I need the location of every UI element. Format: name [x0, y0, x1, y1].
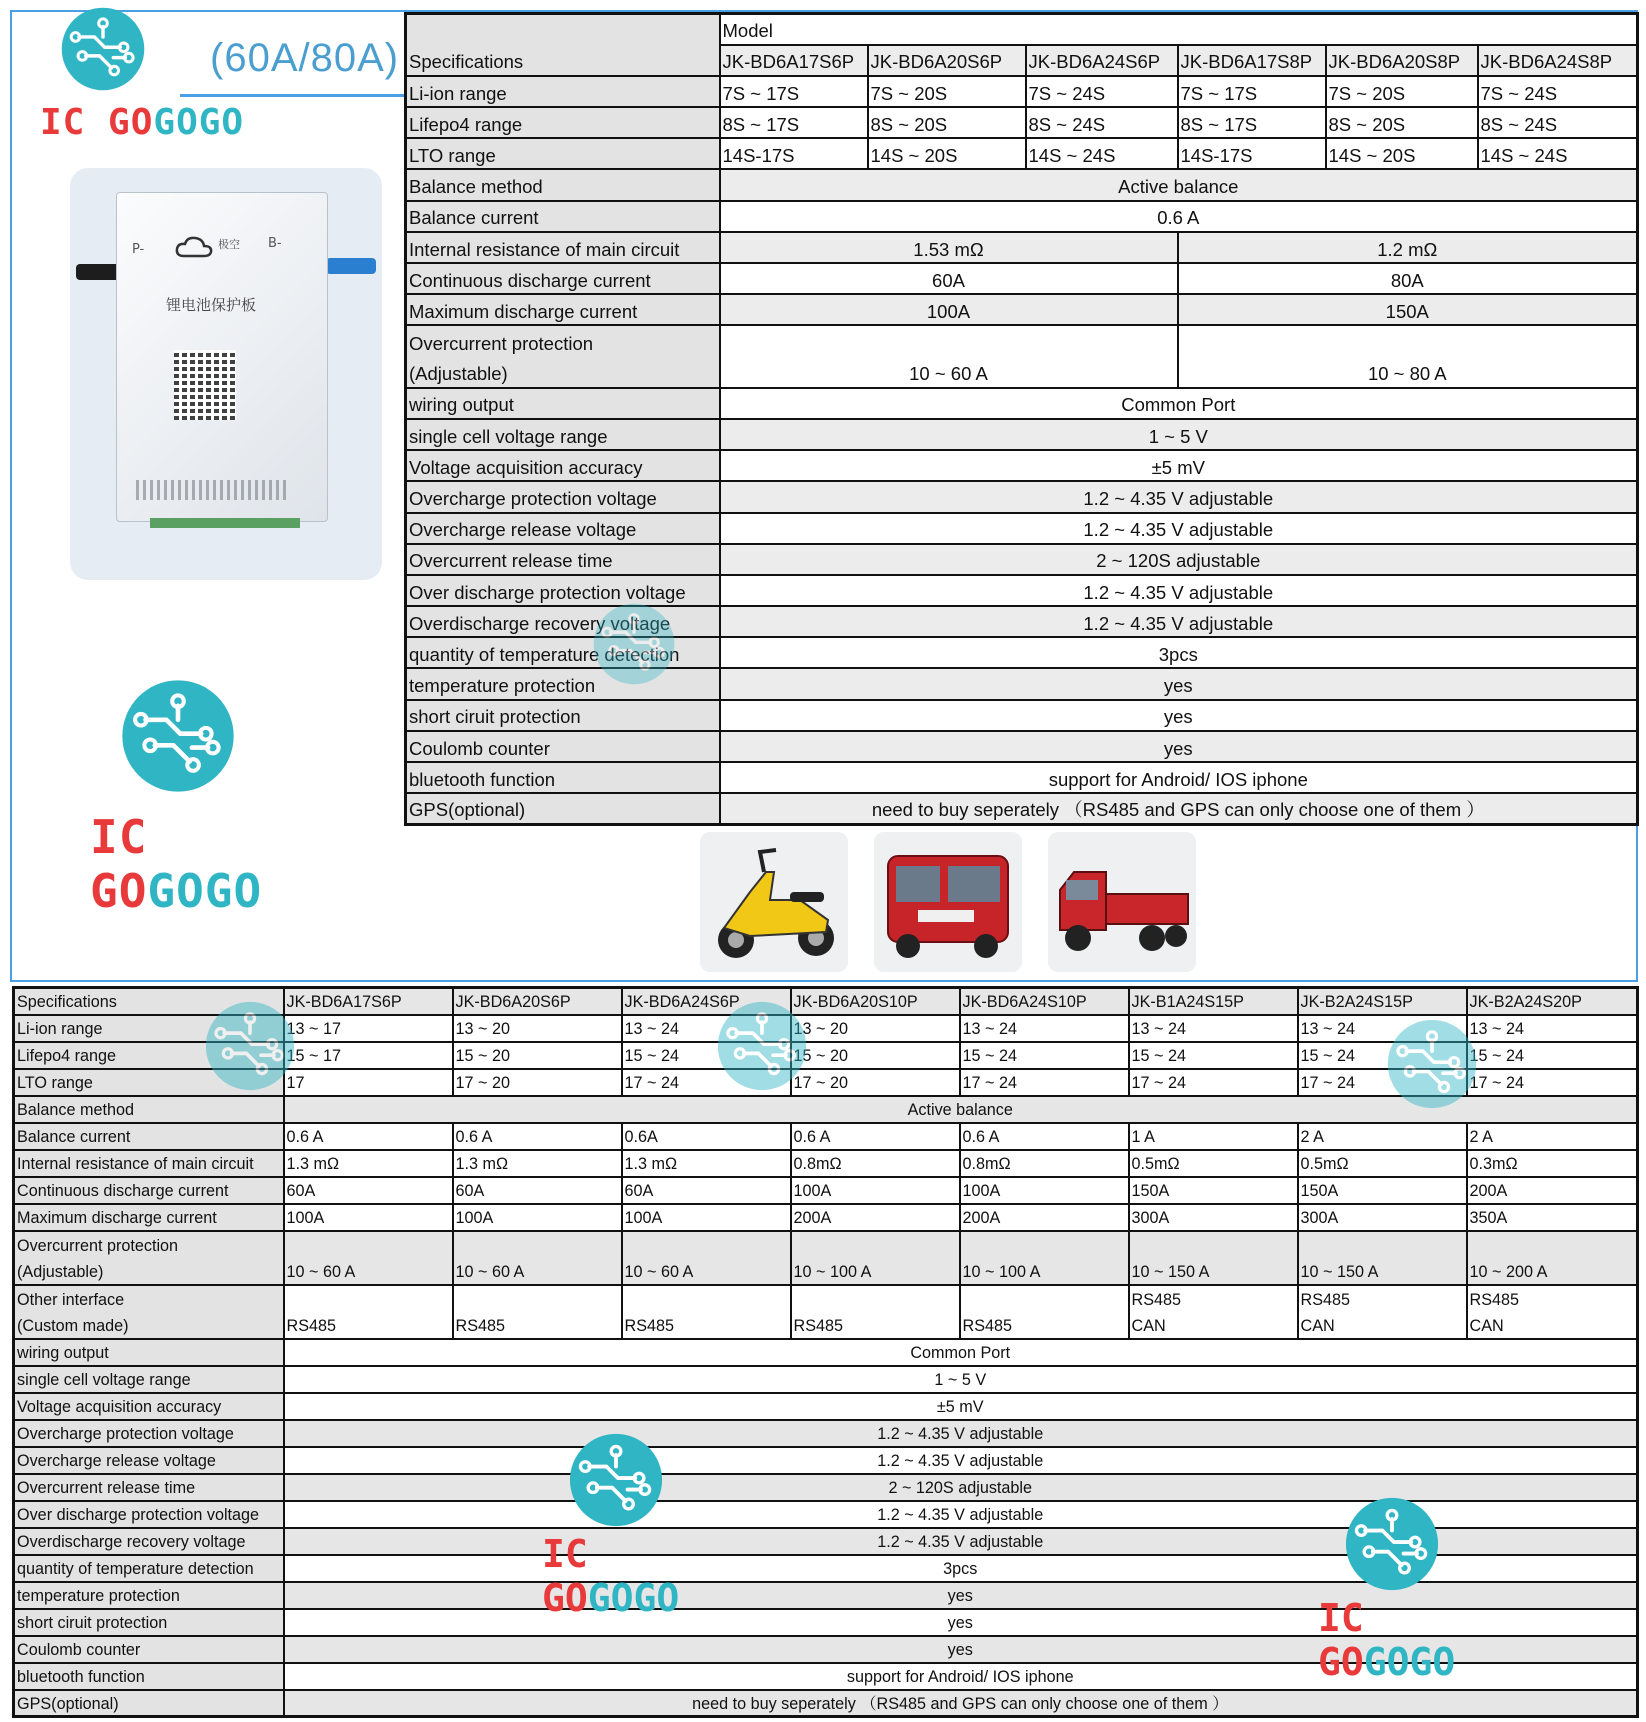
- row-label: Continuous discharge current: [406, 263, 720, 294]
- cell: 0.5mΩ: [1298, 1150, 1467, 1177]
- row-label: Overcurrent release time: [14, 1474, 284, 1501]
- cell: [791, 1285, 960, 1312]
- cell: 14S-17S: [1178, 138, 1326, 169]
- cell: 0.8mΩ: [960, 1150, 1129, 1177]
- cell: 100A: [453, 1204, 622, 1231]
- cell: 1.3 mΩ: [284, 1150, 453, 1177]
- cell: 7S ~ 24S: [1478, 76, 1638, 107]
- board-title: 锂电池保护板: [166, 296, 257, 314]
- cell: 15 ~ 24: [622, 1042, 791, 1069]
- cell: 17 ~ 24: [960, 1069, 1129, 1096]
- cell: 13 ~ 24: [1129, 1015, 1298, 1042]
- brand-wordmark: IC GOGOGO: [40, 102, 245, 143]
- row-label: Overdischarge recovery voltage: [406, 606, 720, 637]
- cell: 0.6 A: [791, 1123, 960, 1150]
- cell: 0.6 A: [720, 201, 1638, 232]
- model-name: JK-BD6A17S6P: [284, 988, 453, 1015]
- cell: 60A: [284, 1177, 453, 1204]
- model-name: JK-BD6A20S10P: [791, 988, 960, 1015]
- cell: 10 ~ 80 A: [1178, 325, 1638, 387]
- cell: 17 ~ 24: [622, 1069, 791, 1096]
- row-label: short ciruit protection: [406, 700, 720, 731]
- cell: 7S ~ 24S: [1026, 76, 1178, 107]
- model-name: JK-B2A24S15P: [1298, 988, 1467, 1015]
- model-name: JK-BD6A24S6P: [1026, 45, 1178, 76]
- cell: yes: [720, 731, 1638, 762]
- cell: 10 ~ 200 A: [1467, 1231, 1638, 1285]
- cell: 15 ~ 24: [1467, 1042, 1638, 1069]
- bms-board-photo: [70, 168, 382, 580]
- model-name: JK-BD6A17S8P: [1178, 45, 1326, 76]
- cell: 15 ~ 24: [1298, 1042, 1467, 1069]
- row-label: Li-ion range: [406, 76, 720, 107]
- brand-wordmark: IC GOGOGO: [542, 1532, 680, 1620]
- cell: 150A: [1178, 294, 1638, 325]
- cell: need to buy seperately （RS485 and GPS can only choose one of them ）: [284, 1690, 1638, 1717]
- row-label: Overcurrent protection: [406, 325, 720, 356]
- cell: 0.8mΩ: [791, 1150, 960, 1177]
- chip-logo-icon: [120, 678, 236, 794]
- row-label: Maximum discharge current: [406, 294, 720, 325]
- cloud-logo-icon: [174, 234, 214, 260]
- cell: 1.2 mΩ: [1178, 232, 1638, 263]
- cell: 17 ~ 20: [453, 1069, 622, 1096]
- electric-scooter-image: [700, 832, 848, 972]
- model-name: JK-BD6A24S8P: [1478, 45, 1638, 76]
- cell: 300A: [1298, 1204, 1467, 1231]
- cell: 17 ~ 24: [1129, 1069, 1298, 1096]
- row-label: Overcharge protection voltage: [406, 481, 720, 512]
- passenger-tricycle-image: [874, 832, 1022, 972]
- cell: 13 ~ 20: [453, 1015, 622, 1042]
- cell: 0.3mΩ: [1467, 1150, 1638, 1177]
- cell: 1.53 mΩ: [720, 232, 1178, 263]
- cell: 60A: [720, 263, 1178, 294]
- cell: 100A: [960, 1177, 1129, 1204]
- cell: ±5 mV: [720, 450, 1638, 481]
- cell: 15 ~ 20: [453, 1042, 622, 1069]
- cell: 7S ~ 17S: [1178, 76, 1326, 107]
- row-label: LTO range: [406, 138, 720, 169]
- terminal-p-label: P-: [132, 242, 145, 257]
- model-name: JK-BD6A20S6P: [453, 988, 622, 1015]
- cell: CAN: [1467, 1312, 1638, 1339]
- cell: 14S-17S: [720, 138, 868, 169]
- cell: 10 ~ 150 A: [1129, 1231, 1298, 1285]
- row-label: Internal resistance of main circuit: [14, 1150, 284, 1177]
- row-label: Li-ion range: [14, 1015, 284, 1042]
- row-label: wiring output: [406, 388, 720, 419]
- cell: 300A: [1129, 1204, 1298, 1231]
- cell: RS485: [284, 1312, 453, 1339]
- row-label: bluetooth function: [14, 1663, 284, 1690]
- cell: 14S ~ 24S: [1026, 138, 1178, 169]
- row-label: Overcharge release voltage: [406, 513, 720, 544]
- row-label: Voltage acquisition accuracy: [406, 450, 720, 481]
- model-name: JK-B2A24S20P: [1467, 988, 1638, 1015]
- cell: 2 A: [1467, 1123, 1638, 1150]
- cell: 13 ~ 17: [284, 1015, 453, 1042]
- row-label: quantity of temperature detection: [14, 1555, 284, 1582]
- row-label: Lifepo4 range: [14, 1042, 284, 1069]
- cell: 80A: [1178, 263, 1638, 294]
- row-label: GPS(optional): [14, 1690, 284, 1717]
- cargo-tricycle-image: [1048, 832, 1196, 972]
- cell: 8S ~ 17S: [1178, 107, 1326, 138]
- cell: 8S ~ 24S: [1026, 107, 1178, 138]
- row-label: Overdischarge recovery voltage: [14, 1528, 284, 1555]
- cell: 17 ~ 24: [1467, 1069, 1638, 1096]
- row-label: LTO range: [14, 1069, 284, 1096]
- row-label: Overcurrent release time: [406, 544, 720, 575]
- row-label: Other interface: [14, 1285, 284, 1312]
- cell: need to buy seperately （RS485 and GPS can only choose one of them ）: [720, 793, 1638, 824]
- row-label: Balance method: [406, 169, 720, 200]
- model-name: JK-BD6A24S10P: [960, 988, 1129, 1015]
- model-name: JK-BD6A20S8P: [1326, 45, 1478, 76]
- cell: support for Android/ IOS iphone: [284, 1663, 1638, 1690]
- cell: [453, 1285, 622, 1312]
- cell: RS485: [622, 1312, 791, 1339]
- cell: [960, 1285, 1129, 1312]
- cell: 1.3 mΩ: [622, 1150, 791, 1177]
- spec-table-bottom: [12, 986, 1639, 1718]
- model-name: JK-BD6A24S6P: [622, 988, 791, 1015]
- model-name: JK-B1A24S15P: [1129, 988, 1298, 1015]
- cell: 2 ~ 120S adjustable: [720, 544, 1638, 575]
- cell: 200A: [1467, 1177, 1638, 1204]
- row-label: Coulomb counter: [406, 731, 720, 762]
- cell: 1 A: [1129, 1123, 1298, 1150]
- row-label: (Adjustable): [14, 1258, 284, 1285]
- cell: 1.2 ~ 4.35 V adjustable: [284, 1420, 1638, 1447]
- row-label: Balance current: [14, 1123, 284, 1150]
- cell: 1.2 ~ 4.35 V adjustable: [720, 606, 1638, 637]
- cell: 1.2 ~ 4.35 V adjustable: [284, 1447, 1638, 1474]
- row-label: Lifepo4 range: [406, 107, 720, 138]
- cell: 15 ~ 24: [960, 1042, 1129, 1069]
- cell: 14S ~ 20S: [1326, 138, 1478, 169]
- maker-label: 极空: [218, 238, 240, 251]
- model-header: Model: [720, 14, 1638, 45]
- cell: RS485: [453, 1312, 622, 1339]
- cell: 7S ~ 20S: [868, 76, 1026, 107]
- cell: 1 ~ 5 V: [284, 1366, 1638, 1393]
- cell: 13 ~ 24: [1298, 1015, 1467, 1042]
- cell: RS485: [791, 1312, 960, 1339]
- cell: ±5 mV: [284, 1393, 1638, 1420]
- cell: 10 ~ 100 A: [960, 1231, 1129, 1285]
- row-label: single cell voltage range: [406, 419, 720, 450]
- cell: RS485: [1129, 1285, 1298, 1312]
- cell: 15 ~ 17: [284, 1042, 453, 1069]
- row-label: Internal resistance of main circuit: [406, 232, 720, 263]
- cell: 100A: [622, 1204, 791, 1231]
- cell: 10 ~ 60 A: [453, 1231, 622, 1285]
- cell: 3pcs: [284, 1555, 1638, 1582]
- cell: 17 ~ 24: [1298, 1069, 1467, 1096]
- cell: 150A: [1129, 1177, 1298, 1204]
- cell: 1.2 ~ 4.35 V adjustable: [284, 1501, 1638, 1528]
- row-label: (Custom made): [14, 1312, 284, 1339]
- cell: 1.2 ~ 4.35 V adjustable: [720, 575, 1638, 606]
- cell: 200A: [960, 1204, 1129, 1231]
- cell: Common Port: [284, 1339, 1638, 1366]
- cell: 8S ~ 17S: [720, 107, 868, 138]
- cell: 15 ~ 20: [791, 1042, 960, 1069]
- row-label: Overcurrent protection: [14, 1231, 284, 1258]
- cell: 200A: [791, 1204, 960, 1231]
- cell: 13 ~ 24: [622, 1015, 791, 1042]
- cell: 2 ~ 120S adjustable: [284, 1474, 1638, 1501]
- cell: 1.2 ~ 4.35 V adjustable: [720, 513, 1638, 544]
- cell: 15 ~ 24: [1129, 1042, 1298, 1069]
- cell: 0.6 A: [960, 1123, 1129, 1150]
- row-label: (Adjustable): [406, 357, 720, 388]
- spec-header: Specifications: [406, 14, 720, 76]
- cell: 7S ~ 20S: [1326, 76, 1478, 107]
- cell: 0.6 A: [284, 1123, 453, 1150]
- cell: 13 ~ 24: [960, 1015, 1129, 1042]
- cell: RS485: [1467, 1285, 1638, 1312]
- chip-logo-icon: [60, 6, 146, 92]
- header-rule: [180, 94, 435, 97]
- cell: support for Android/ IOS iphone: [720, 762, 1638, 793]
- cell: 100A: [791, 1177, 960, 1204]
- cell: yes: [284, 1609, 1638, 1636]
- cell: 8S ~ 20S: [868, 107, 1026, 138]
- row-label: Continuous discharge current: [14, 1177, 284, 1204]
- terminal-b-label: B-: [268, 236, 282, 251]
- cell: yes: [720, 668, 1638, 699]
- cell: 0.6 A: [453, 1123, 622, 1150]
- row-label: wiring output: [14, 1339, 284, 1366]
- cell: 10 ~ 100 A: [791, 1231, 960, 1285]
- cell: CAN: [1129, 1312, 1298, 1339]
- brand-wordmark: IC GOGOGO: [90, 810, 263, 918]
- cell: 2 A: [1298, 1123, 1467, 1150]
- cell: RS485: [960, 1312, 1129, 1339]
- cell: 100A: [720, 294, 1178, 325]
- row-label: Coulomb counter: [14, 1636, 284, 1663]
- current-rating-label: (60A/80A): [210, 36, 400, 80]
- cell: Active balance: [284, 1096, 1638, 1123]
- cell: 13 ~ 20: [791, 1015, 960, 1042]
- pin-labels: [136, 480, 286, 500]
- pin-header: [150, 518, 300, 528]
- cell: 17 ~ 20: [791, 1069, 960, 1096]
- row-label: Overcharge release voltage: [14, 1447, 284, 1474]
- cell: 10 ~ 60 A: [720, 325, 1178, 387]
- cell: 13 ~ 24: [1467, 1015, 1638, 1042]
- brand-logo-top: [40, 6, 400, 146]
- spec-table-top: [404, 12, 1639, 826]
- cell: Common Port: [720, 388, 1638, 419]
- cell: 60A: [453, 1177, 622, 1204]
- row-label: temperature protection: [406, 668, 720, 699]
- cell: 1.3 mΩ: [453, 1150, 622, 1177]
- row-label: Balance method: [14, 1096, 284, 1123]
- row-label: bluetooth function: [406, 762, 720, 793]
- row-label: Voltage acquisition accuracy: [14, 1393, 284, 1420]
- row-label: short ciruit protection: [14, 1609, 284, 1636]
- cell: [284, 1285, 453, 1312]
- cell: CAN: [1298, 1312, 1467, 1339]
- cell: 17: [284, 1069, 453, 1096]
- row-label: Maximum discharge current: [14, 1204, 284, 1231]
- cell: 10 ~ 60 A: [622, 1231, 791, 1285]
- cell: 3pcs: [720, 637, 1638, 668]
- model-name: JK-BD6A17S6P: [720, 45, 868, 76]
- cell: 0.5mΩ: [1129, 1150, 1298, 1177]
- cell: RS485: [1298, 1285, 1467, 1312]
- cell: 1 ~ 5 V: [720, 419, 1638, 450]
- cell: 350A: [1467, 1204, 1638, 1231]
- cell: 1.2 ~ 4.35 V adjustable: [284, 1528, 1638, 1555]
- row-label: Overcharge protection voltage: [14, 1420, 284, 1447]
- row-label: GPS(optional): [406, 793, 720, 824]
- cell: 0.6A: [622, 1123, 791, 1150]
- cell: 150A: [1298, 1177, 1467, 1204]
- brand-wordmark: IC GOGOGO: [1318, 1596, 1456, 1684]
- row-label: Balance current: [406, 201, 720, 232]
- cell: 1.2 ~ 4.35 V adjustable: [720, 481, 1638, 512]
- cell: 10 ~ 150 A: [1298, 1231, 1467, 1285]
- cell: 14S ~ 20S: [868, 138, 1026, 169]
- cell: 14S ~ 24S: [1478, 138, 1638, 169]
- model-name: JK-BD6A20S6P: [868, 45, 1026, 76]
- cell: 60A: [622, 1177, 791, 1204]
- cell: 8S ~ 20S: [1326, 107, 1478, 138]
- cell: [622, 1285, 791, 1312]
- blue-wire: [326, 258, 376, 274]
- row-label: Over discharge protection voltage: [14, 1501, 284, 1528]
- brand-logo-mid: [84, 678, 284, 918]
- row-label: temperature protection: [14, 1582, 284, 1609]
- row-label: Over discharge protection voltage: [406, 575, 720, 606]
- cell: yes: [284, 1582, 1638, 1609]
- row-label: quantity of temperature detection: [406, 637, 720, 668]
- cell: 8S ~ 24S: [1478, 107, 1638, 138]
- cell: 7S ~ 17S: [720, 76, 868, 107]
- cell: 100A: [284, 1204, 453, 1231]
- cell: Active balance: [720, 169, 1638, 200]
- cell: 10 ~ 60 A: [284, 1231, 453, 1285]
- cell: yes: [720, 700, 1638, 731]
- row-label: single cell voltage range: [14, 1366, 284, 1393]
- spec-header: Specifications: [14, 988, 284, 1015]
- cell: yes: [284, 1636, 1638, 1663]
